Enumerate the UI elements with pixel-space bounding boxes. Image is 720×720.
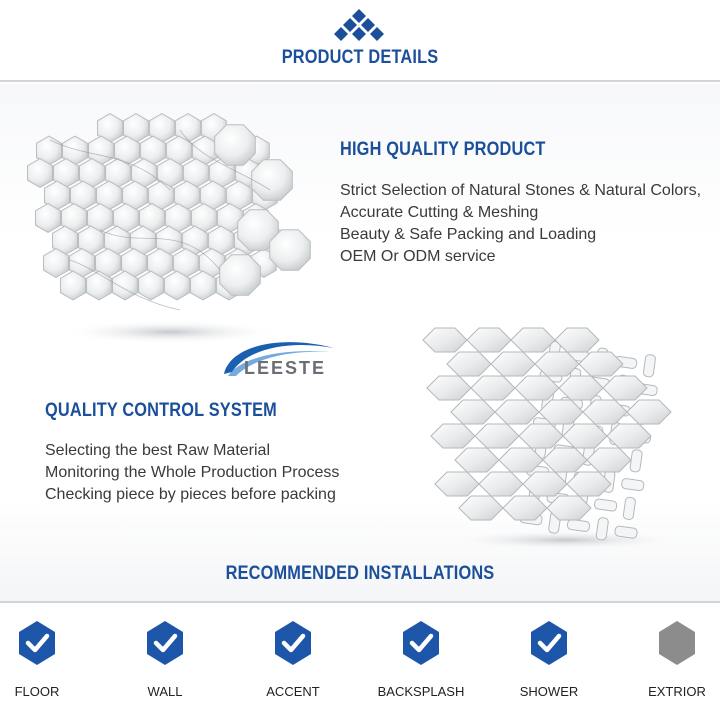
diamond-logo-icon	[330, 8, 388, 44]
install-label: FLOOR	[14, 684, 60, 699]
tile-basketweave	[621, 478, 644, 491]
check-hexagon-icon	[273, 620, 313, 666]
quality-line: OEM Or ODM service	[340, 248, 496, 265]
tile-basketweave	[623, 497, 636, 520]
hexagon-mosaic-image	[10, 100, 320, 350]
install-item-floor	[0, 620, 92, 710]
install-item-backsplash	[366, 620, 476, 710]
tile-elongated-hexagon	[427, 376, 471, 400]
logo-text: LEESTE	[244, 358, 327, 378]
install-label: EXTRIOR	[648, 684, 706, 699]
control-line: Selecting the best Raw Material	[45, 442, 270, 459]
tile-elongated-hexagon	[555, 328, 599, 352]
quality-line: Accurate Cutting & Meshing	[340, 204, 539, 221]
install-item-extrior	[622, 620, 720, 710]
hexagon-icon	[657, 620, 697, 666]
tile-elongated-hexagon	[423, 328, 467, 352]
tile-elongated-hexagon	[467, 328, 511, 352]
header	[0, 0, 720, 82]
tile-octagon	[215, 125, 256, 166]
tile-elongated-hexagon	[603, 376, 647, 400]
tile-basketweave	[643, 354, 656, 377]
tile-elongated-hexagon	[495, 400, 539, 424]
quality-line: Beauty & Safe Packing and Loading	[340, 226, 597, 243]
install-item-wall	[110, 620, 220, 710]
tile-elongated-hexagon	[627, 400, 671, 424]
tile-elongated-hexagon	[511, 328, 555, 352]
quality-line: Strict Selection of Natural Stones & Natural Colors,	[340, 182, 702, 199]
install-label: SHOWER	[519, 684, 579, 699]
tile-elongated-hexagon	[435, 472, 479, 496]
tile-elongated-hexagon	[471, 376, 515, 400]
tile-elongated-hexagon	[455, 448, 499, 472]
install-label: ACCENT	[266, 684, 320, 699]
control-heading: QUALITY CONTROL SYSTEM	[45, 400, 277, 421]
check-hexagon-icon	[17, 620, 57, 666]
installations-divider	[0, 601, 720, 603]
tile-elongated-hexagon	[459, 496, 503, 520]
install-label: WALL	[147, 684, 183, 699]
tile-elongated-hexagon	[431, 424, 475, 448]
install-item-shower	[494, 620, 604, 710]
quality-text	[340, 180, 701, 268]
page-title: PRODUCT DETAILS	[281, 47, 439, 68]
check-hexagon-icon	[145, 620, 185, 666]
check-hexagon-icon	[529, 620, 569, 666]
check-hexagon-icon	[401, 620, 441, 666]
tile-elongated-hexagon	[447, 352, 491, 376]
tile-octagon	[252, 160, 293, 201]
control-line: Monitoring the Whole Production Process	[45, 464, 340, 481]
control-line: Checking piece by pieces before packing	[45, 486, 336, 503]
elongated-hexagon-mosaic-image	[395, 300, 705, 555]
tile-elongated-hexagon	[543, 448, 587, 472]
tile-octagon	[270, 230, 311, 271]
tile-elongated-hexagon	[491, 352, 535, 376]
brand-logo	[220, 336, 340, 382]
tile-octagon	[220, 255, 261, 296]
tile-basketweave	[567, 519, 590, 532]
install-item-accent	[238, 620, 348, 710]
control-text	[45, 440, 339, 506]
installations-heading: RECOMMENDED INSTALLATIONS	[225, 563, 495, 584]
tile-elongated-hexagon	[519, 424, 563, 448]
tile-elongated-hexagon	[475, 424, 519, 448]
tile-elongated-hexagon	[451, 400, 495, 424]
quality-heading: HIGH QUALITY PRODUCT	[340, 139, 546, 160]
tile-basketweave	[630, 449, 643, 472]
install-label: BACKSPLASH	[377, 684, 465, 699]
tile-elongated-hexagon	[583, 400, 627, 424]
top-divider	[0, 80, 720, 82]
tile-basketweave	[594, 499, 617, 512]
tile-elongated-hexagon	[479, 472, 523, 496]
